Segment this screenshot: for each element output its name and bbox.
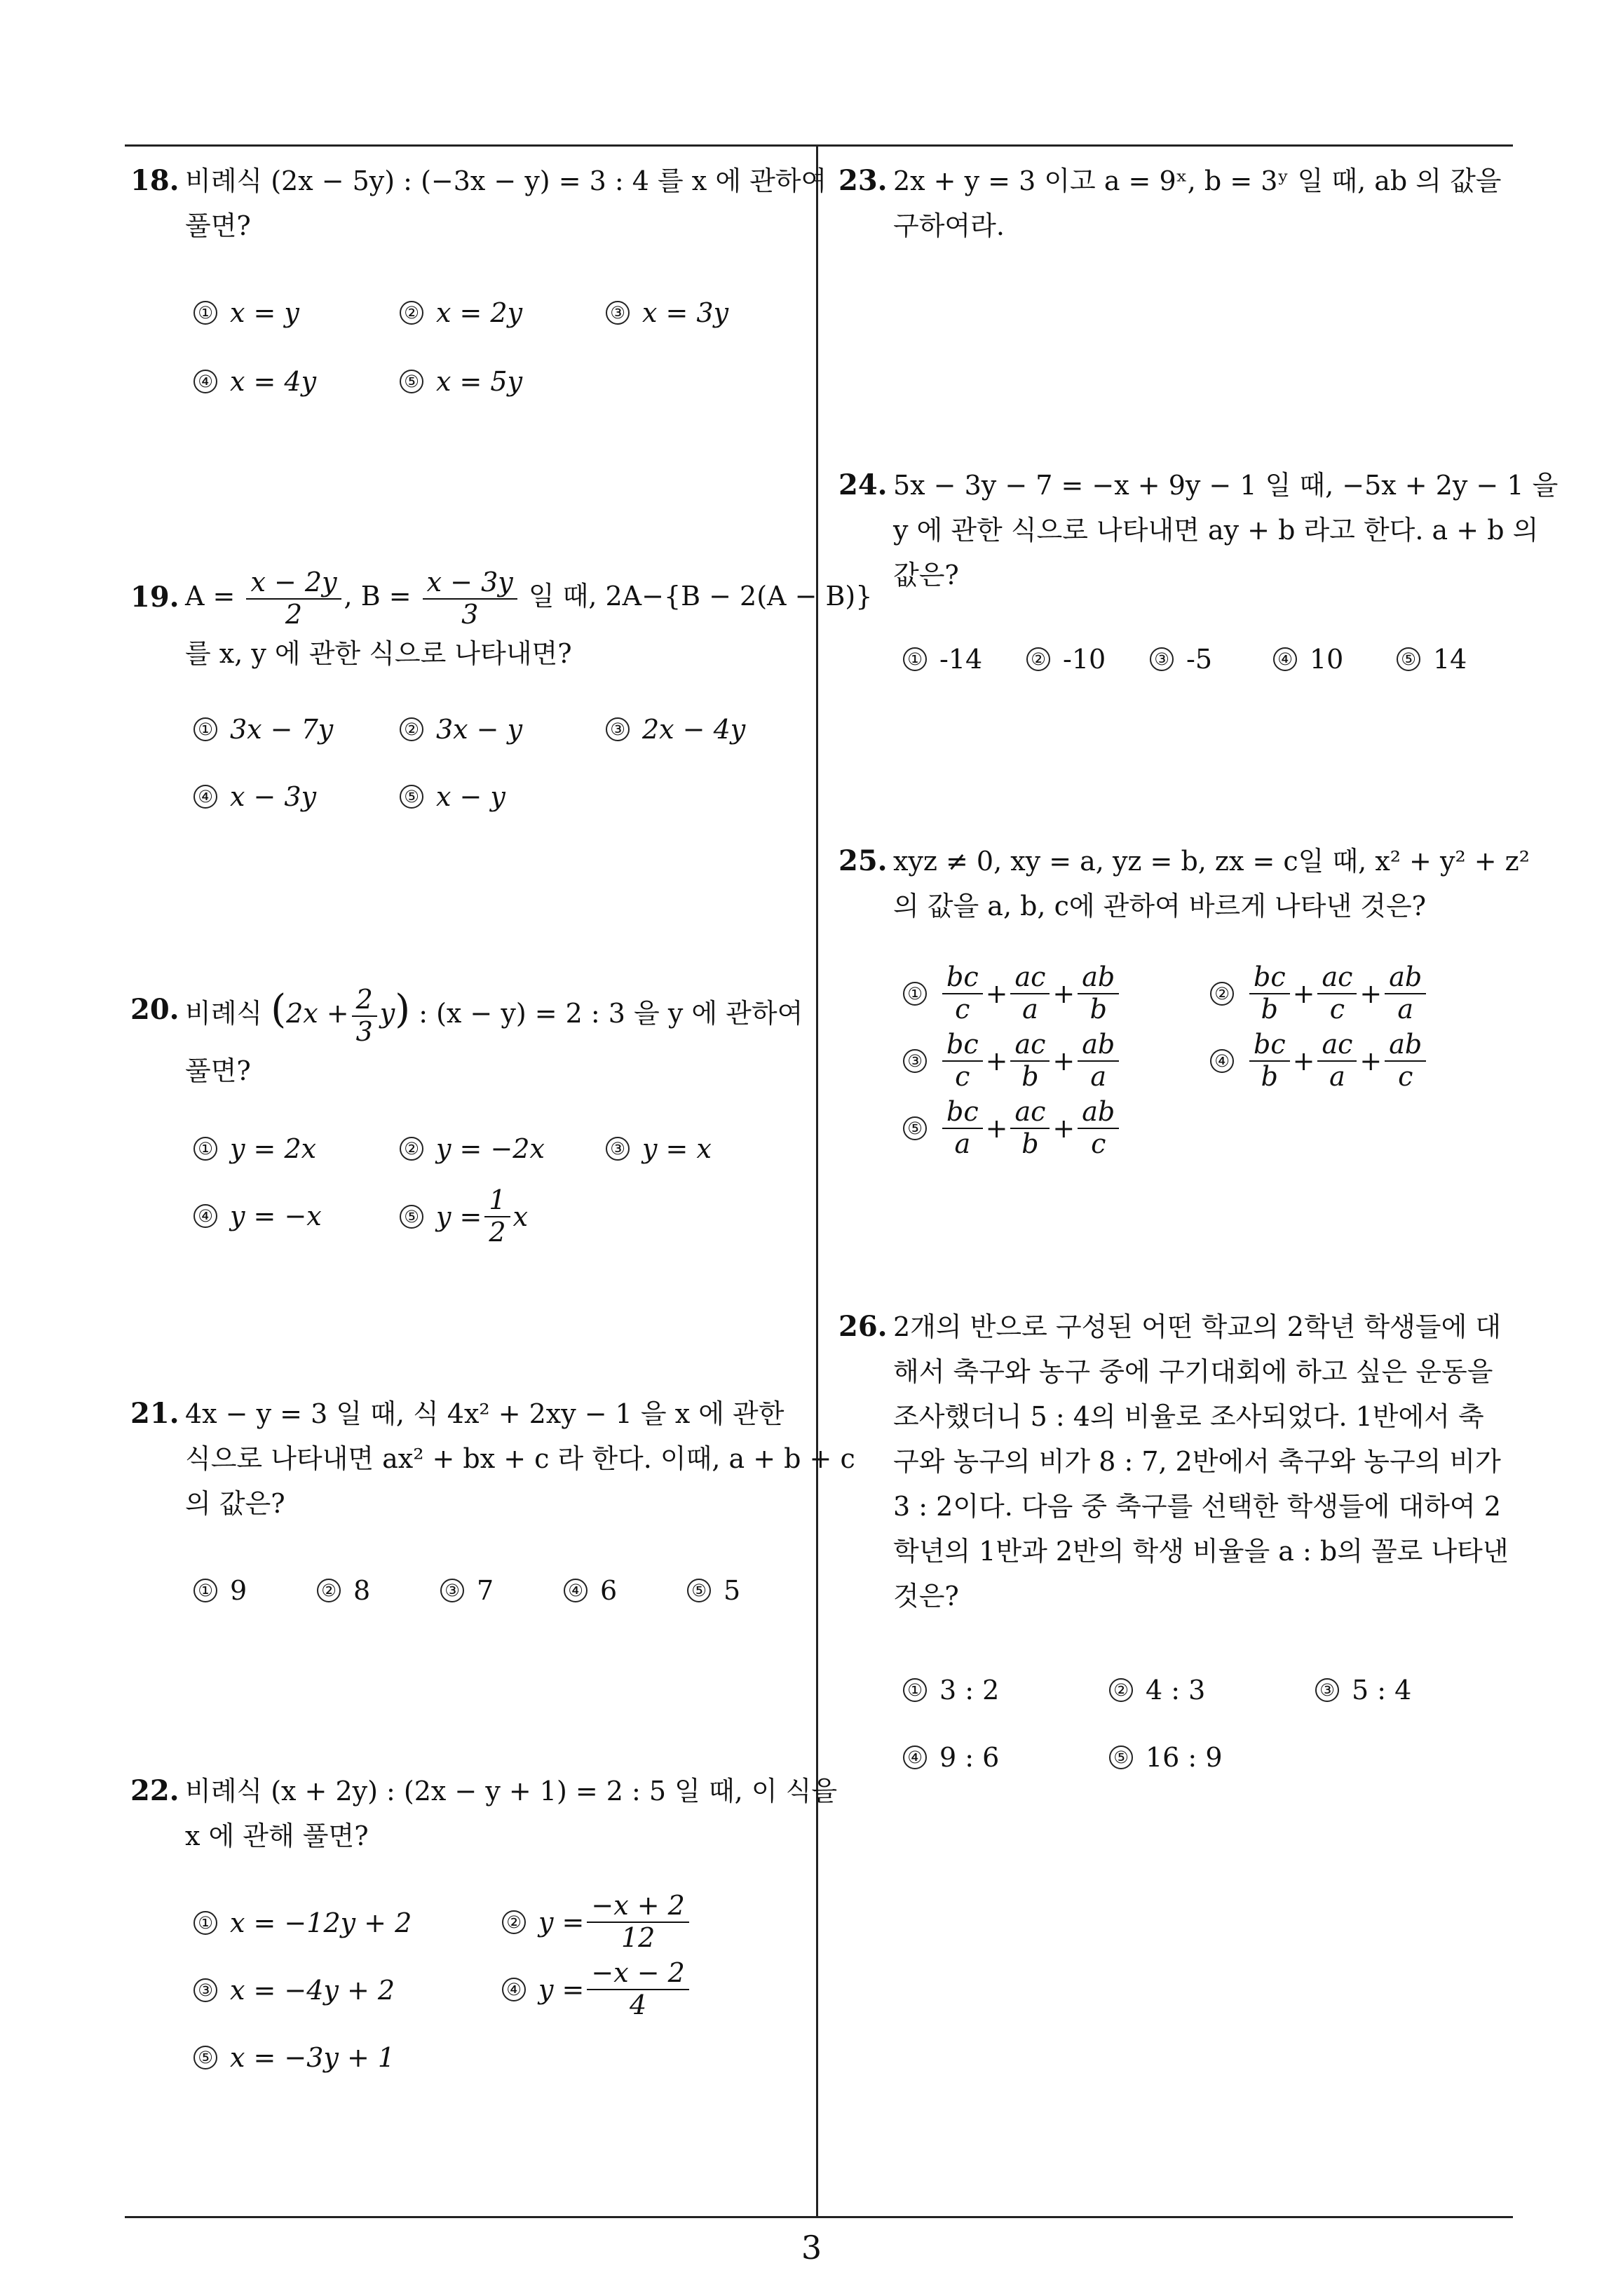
choice-3[interactable]: ③ 5 : 4 [1315, 1675, 1411, 1706]
top-rule [125, 144, 1513, 147]
question-number: 21. [130, 1397, 179, 1430]
question-23 [838, 158, 1512, 248]
choice-3[interactable]: ③ x = −4y + 2 [193, 1975, 395, 2006]
question-number: 23. [838, 164, 888, 197]
choice-3[interactable]: ③ y = x [606, 1133, 712, 1164]
choice-5[interactable]: ⑤ x = −3y + 1 [193, 2042, 395, 2073]
question-text: 조사했더니 5 : 4의 비율로 조사되었다. 1반에서 축 [893, 1401, 1484, 1432]
question-text: 2x + y = 3 이고 a = 9ˣ, b = 3ʸ 일 때, ab 의 값을 [893, 166, 1502, 196]
choice-2[interactable]: ② x = 2y [400, 297, 522, 328]
question-text: 의 값은? [185, 1488, 285, 1519]
choice-3[interactable]: ③ $\frac{bc}{c}$ + $\frac{ac}{b}$ + $\frac{ab}{a}$ [903, 1029, 1122, 1092]
bottom-rule [125, 2216, 1513, 2218]
question-text: 2개의 반으로 구성된 어떤 학교의 2학년 학생들에 대 [893, 1311, 1502, 1342]
question-26 [838, 1304, 1512, 1619]
choice-5[interactable]: ⑤ $\frac{bc}{a}$ + $\frac{ac}{b}$ + $\frac{ab}{c}$ [903, 1097, 1122, 1159]
choice-1[interactable]: ① -14 [903, 644, 982, 675]
question-text: 식으로 나타내면 ax² + bx + c 라 한다. 이때, a + b + c [185, 1443, 855, 1474]
question-text: 풀면? [185, 1055, 251, 1086]
question-text: 해서 축구와 농구 중에 구기대회에 하고 싶은 운동을 [893, 1356, 1493, 1387]
question-number: 18. [130, 164, 179, 197]
choice-4[interactable]: ④ y = −x [193, 1201, 322, 1231]
choice-4[interactable]: ④ 6 [564, 1575, 617, 1606]
question-text: 학년의 1반과 2반의 학생 비율을 a : b의 꼴로 나타낸 [893, 1536, 1509, 1567]
question-text: 를 x, y 에 관한 식으로 나타내면? [185, 638, 572, 669]
choice-5[interactable]: ⑤ y = $\frac{1}{2}$ x [400, 1185, 528, 1248]
choice-2[interactable]: ② 3x − y [400, 714, 522, 745]
choice-4[interactable]: ④ 10 [1273, 644, 1343, 675]
choice-4[interactable]: ④ x − 3y [193, 781, 316, 812]
fraction: $\frac{-x + 2}{12}$ [587, 1891, 688, 1953]
fraction: $\frac{x - 2y}{2}$ [246, 567, 341, 630]
choice-1[interactable]: ① 9 [193, 1575, 247, 1606]
choice-3[interactable]: ③ 2x − 4y [606, 714, 745, 745]
choice-3[interactable]: ③ 7 [440, 1575, 494, 1606]
choice-2[interactable]: ② 4 : 3 [1109, 1675, 1205, 1706]
question-text: 값은? [893, 560, 959, 590]
question-25 [838, 839, 1530, 928]
question-20 [130, 975, 803, 1093]
question-text: 구와 농구의 비가 8 : 7, 2반에서 축구와 농구의 비가 [893, 1446, 1501, 1477]
choice-4[interactable]: ④ 9 : 6 [903, 1742, 999, 1773]
question-text: 비례식 (2x − 5y) : (−3x − y) = 3 : 4 를 x 에 관하여 [185, 166, 827, 196]
question-text: 비례식 (2x + $\frac{2}{3}$ y) : (x − y) = 2 : 3 을 y 에 관하여 [185, 983, 803, 1047]
choice-4[interactable]: ④ $\frac{bc}{b}$ + $\frac{ac}{a}$ + $\frac{ab}{c}$ [1210, 1029, 1429, 1092]
question-text: 4x − y = 3 일 때, 식 4x² + 2xy − 1 을 x 에 관한 [185, 1398, 785, 1429]
fraction: $\frac{2}{3}$ [352, 985, 377, 1047]
choice-1[interactable]: ① 3x − 7y [193, 714, 333, 745]
choice-2[interactable]: ② -10 [1026, 644, 1106, 675]
choice-1[interactable]: ① x = −12y + 2 [193, 1907, 412, 1938]
question-text: 의 값을 a, b, c에 관하여 바르게 나타낸 것은? [893, 891, 1427, 921]
question-number: 22. [130, 1774, 179, 1807]
choice-3[interactable]: ③ -5 [1150, 644, 1212, 675]
page-number: 3 [801, 2229, 822, 2267]
question-18 [130, 158, 827, 248]
question-text: xyz ≠ 0, xy = a, yz = b, zx = c일 때, x² + y² + z² [893, 846, 1530, 877]
question-text: 5x − 3y − 7 = −x + 9y − 1 일 때, −5x + 2y − 1 을 [893, 470, 1559, 501]
question-text: 것은? [893, 1581, 959, 1612]
fraction: $\frac{x - 3y}{3}$ [423, 567, 517, 630]
choice-2[interactable]: ② $\frac{bc}{b}$ + $\frac{ac}{c}$ + $\frac{ab}{a}$ [1210, 962, 1429, 1025]
question-number: 25. [838, 844, 888, 877]
fraction: $\frac{-x - 2}{4}$ [587, 1958, 688, 2020]
choice-1[interactable]: ① 3 : 2 [903, 1675, 999, 1706]
choice-5[interactable]: ⑤ 14 [1397, 644, 1467, 675]
choice-5[interactable]: ⑤ x = 5y [400, 366, 522, 397]
question-number: 26. [838, 1310, 888, 1343]
choice-1[interactable]: ① x = y [193, 297, 299, 328]
question-number: 19. [130, 581, 179, 614]
choice-1[interactable]: ① y = 2x [193, 1133, 316, 1164]
question-text: y 에 관한 식으로 나타내면 ay + b 라고 한다. a + b 의 [893, 515, 1539, 546]
question-text: x 에 관해 풀면? [185, 1821, 369, 1851]
choice-2[interactable]: ② y = −2x [400, 1133, 545, 1164]
question-22 [130, 1769, 838, 1858]
question-number: 20. [130, 993, 179, 1026]
question-21 [130, 1391, 855, 1526]
question-number: 24. [838, 468, 888, 501]
choice-5[interactable]: ⑤ 16 : 9 [1109, 1742, 1223, 1773]
question-text: 3 : 2이다. 다음 중 축구를 선택한 학생들에 대하여 2 [893, 1491, 1501, 1522]
choice-4[interactable]: ④ x = 4y [193, 366, 316, 397]
question-text: 구하여라. [893, 210, 1005, 241]
choice-3[interactable]: ③ x = 3y [606, 297, 728, 328]
question-text: A = $\frac{x - 2y}{2}$ , B = $\frac{x - 3y}{3}$ 일 때, 2A−{B − 2(A − B)} [185, 566, 873, 630]
choice-5[interactable]: ⑤ x − y [400, 781, 505, 812]
fraction: $\frac{1}{2}$ [484, 1185, 510, 1248]
question-24 [838, 463, 1559, 597]
choice-2[interactable]: ② y = $\frac{-x + 2}{12}$ [502, 1891, 692, 1953]
question-19 [130, 561, 873, 676]
choice-2[interactable]: ② 8 [317, 1575, 370, 1606]
question-text: 풀면? [185, 210, 251, 241]
question-text: 비례식 (x + 2y) : (2x − y + 1) = 2 : 5 일 때, 이 식을 [185, 1776, 838, 1807]
choice-4[interactable]: ④ y = $\frac{-x - 2}{4}$ [502, 1958, 692, 2020]
choice-1[interactable]: ① $\frac{bc}{c}$ + $\frac{ac}{a}$ + $\frac{ab}{b}$ [903, 962, 1122, 1025]
column-divider [816, 144, 818, 2216]
choice-5[interactable]: ⑤ 5 [687, 1575, 740, 1606]
